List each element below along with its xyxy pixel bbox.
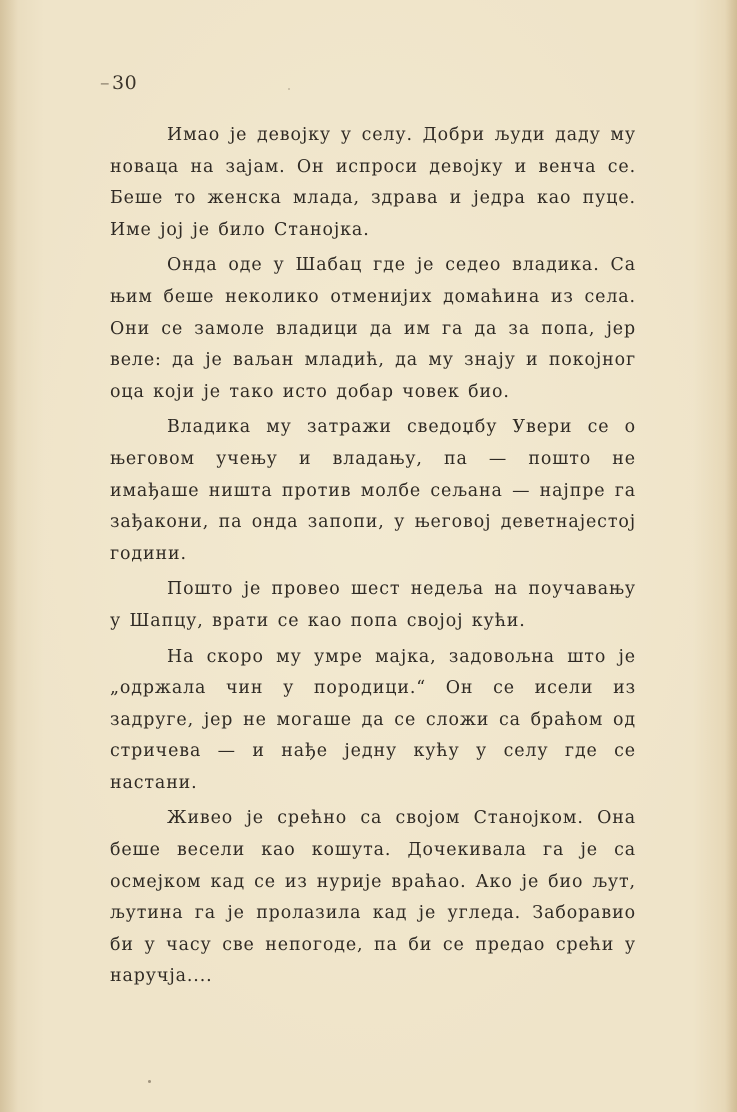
- paper-speck: [288, 88, 290, 90]
- page-edge-shadow-right: [725, 0, 737, 1112]
- paragraph-4: Пошто је провео шест недеља на поучавању у Шапцу, врати се као попа својој кући.: [110, 579, 636, 631]
- paragraph-1: Имао је девојку у селу. Добри људи даду му новаца на зајам. Он испроси девојку и венча се. Беше то женска млада, здрава и једра као пуце. Име јој је било Станојка.: [110, 125, 636, 240]
- paragraph-2: Онда оде у Шабац где је седео владика. Са њим беше неколико отменијих домаћина из села. Они се замоле владици да им га да за попа, јер веле: да је ваљан младић, да му знају и покојног оца који је тако исто добар човек био.: [110, 255, 636, 402]
- body-text: [110, 120, 636, 997]
- page-number: [100, 72, 137, 94]
- paragraph-3: Владика му затражи сведоџбу Увери се о његовом учењу и владању, па — пошто не имађаше ништа против молбе сељана — најпре га зађакони, па онда запопи, у његовој деветнајестој години.: [110, 417, 636, 564]
- page-number-dash: –: [100, 72, 110, 94]
- page-edge-shadow-left: [0, 0, 18, 1112]
- paragraph-6: Живео је срећно са својом Станојком. Она беше весели као кошута. Дочекивала га је са осмејком кад се из нурије враћао. Ако је био љут, љутина га је пролазила кад је угледа. Заборавио би у часу све непогоде, па би се предао срећи у наручја....: [110, 808, 636, 987]
- paper-speck: [148, 1080, 151, 1083]
- paragraph-5: На скоро му умре мајка, задовољна што је „одржала чин у породици.“ Он се исели из задруге, јер не могаше да се сложи са браћом од стричева — и нађе једну кућу у селу где се настани.: [110, 646, 636, 793]
- page-number-value: 30: [112, 72, 138, 94]
